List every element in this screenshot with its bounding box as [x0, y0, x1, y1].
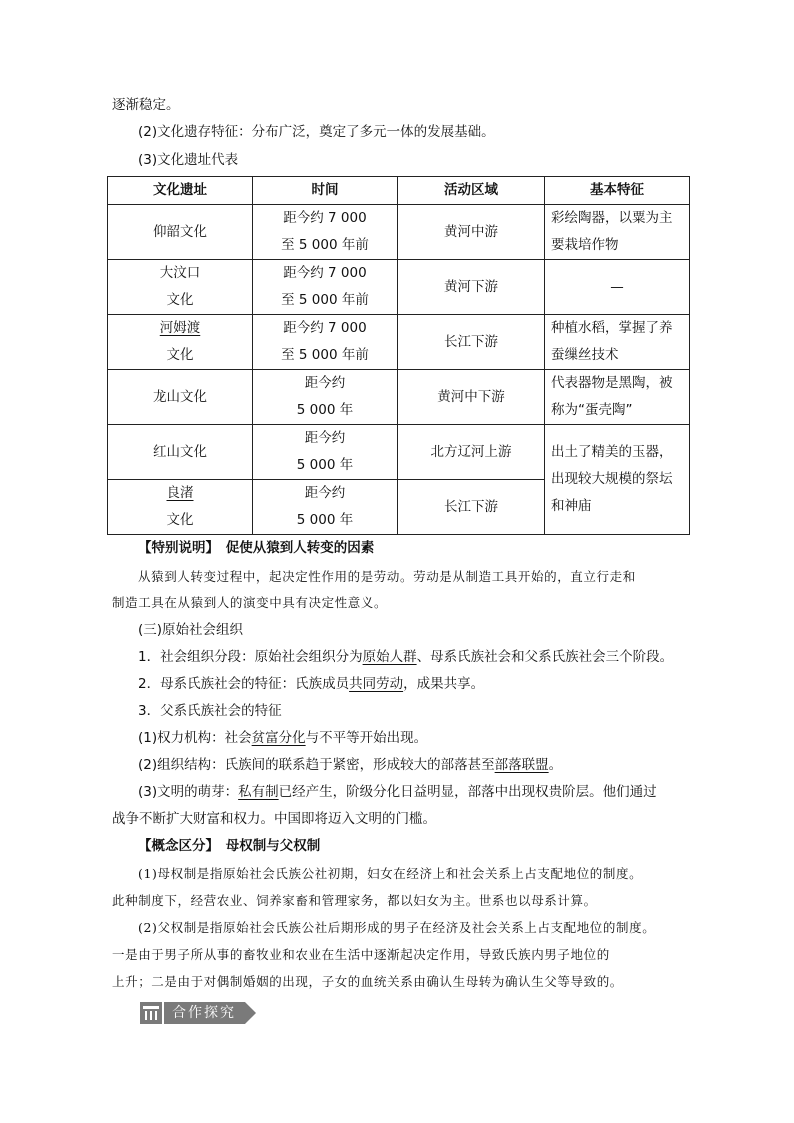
site-cell: 河姆渡 文化 [108, 315, 253, 370]
header-cell: 文化遗址 [108, 177, 253, 205]
site-cell: 红山文化 [108, 425, 253, 480]
header-cell: 基本特征 [545, 177, 690, 205]
time-cell: 距今约 7 000 至 5 000 年前 [253, 315, 398, 370]
list-item: (3)文明的萌芽：私有制已经产生，阶级分化日益明显，部落中出现权贵阶层。他们通过 [138, 784, 657, 800]
list-item: 1．社会组织分段：原始社会组织分为原始人群、母系氏族社会和父系氏族社会三个阶段。 [138, 649, 674, 665]
site-cell: 大汶口 文化 [108, 260, 253, 315]
region-cell: 黄河中下游 [398, 370, 545, 425]
feature-cell: 种植水稻，掌握了养 蚕缫丝技术 [545, 315, 690, 370]
intro-line: 逐渐稳定。 [112, 97, 180, 113]
feature-cell: — [545, 260, 690, 315]
section-banner-icon [140, 1002, 162, 1024]
feature-cell: 出土了精美的玉器， 出现较大规模的祭坛 和神庙 [545, 425, 690, 535]
region-cell: 黄河下游 [398, 260, 545, 315]
time-cell: 距今约 5 000 年 [253, 425, 398, 480]
region-cell: 北方辽河上游 [398, 425, 545, 480]
special-note-heading: 【特别说明】 促使从猿到人转变的因素 [138, 540, 375, 556]
concept-paragraph: (2)父权制是指原始社会氏族公社后期形成的男子在经济及社会关系上占支配地位的制度。 [138, 920, 656, 935]
list-item: 2．母系氏族社会的特征：氏族成员共同劳动，成果共享。 [138, 676, 485, 692]
table-row [108, 260, 690, 315]
list-item: 3．父系氏族社会的特征 [138, 703, 282, 719]
region-cell: 长江下游 [398, 315, 545, 370]
time-cell: 距今约 7 000 至 5 000 年前 [253, 260, 398, 315]
table-row [108, 370, 690, 425]
time-cell: 距今约 5 000 年 [253, 370, 398, 425]
site-cell: 仰韶文化 [108, 205, 253, 260]
culture-sites-table [107, 176, 690, 535]
concept-paragraph: (1)母权制是指原始社会氏族公社初期，妇女在经济上和社会关系上占支配地位的制度。 [138, 866, 643, 881]
time-cell: 距今约 7 000 至 5 000 年前 [253, 205, 398, 260]
list-item: 战争不断扩大财富和权力。中国即将迈入文明的门槛。 [112, 811, 436, 827]
section-title: (三)原始社会组织 [138, 622, 244, 638]
time-cell: 距今约 5 000 年 [253, 480, 398, 535]
table-row [108, 315, 690, 370]
site-cell: 良渚 文化 [108, 480, 253, 535]
sites-title: (3)文化遗址代表 [138, 152, 239, 168]
list-item: (1)权力机构：社会贫富分化与不平等开始出现。 [138, 730, 428, 746]
section-banner-label: 合作探究 [172, 1005, 236, 1021]
concept-paragraph: 上升；二是由于对偶制婚姻的出现，子女的血统关系由确认生母转为确认生父等导致的。 [112, 974, 623, 989]
table-header-row [108, 177, 690, 205]
concept-paragraph: 此种制度下，经营农业、饲养家畜和管理家务，都以妇女为主。世系也以母系计算。 [112, 893, 597, 908]
section-banner [140, 1002, 260, 1024]
header-cell: 活动区域 [398, 177, 545, 205]
region-cell: 长江下游 [398, 480, 545, 535]
feature-cell: 彩绘陶器，以粟为主 要栽培作物 [545, 205, 690, 260]
concept-heading: 【概念区分】 母权制与父权制 [138, 838, 321, 854]
region-cell: 黄河中游 [398, 205, 545, 260]
table-row [108, 425, 690, 480]
special-note-body: 制造工具在从猿到人的演变中具有决定性意义。 [112, 595, 388, 610]
concept-paragraph: 一是由于男子所从事的畜牧业和农业在生活中逐渐起决定作用，导致氏族内男子地位的 [112, 947, 610, 962]
list-item: (2)组织结构：氏族间的联系趋于紧密，形成较大的部落甚至部落联盟。 [138, 757, 563, 773]
site-cell: 龙山文化 [108, 370, 253, 425]
table-row [108, 205, 690, 260]
header-cell: 时间 [253, 177, 398, 205]
heritage-feature: (2)文化遗存特征：分布广泛，奠定了多元一体的发展基础。 [138, 124, 495, 140]
feature-cell: 代表器物是黑陶，被 称为“蛋壳陶” [545, 370, 690, 425]
special-note-body: 从猿到人转变过程中，起决定性作用的是劳动。劳动是从制造工具开始的，直立行走和 [138, 569, 636, 584]
